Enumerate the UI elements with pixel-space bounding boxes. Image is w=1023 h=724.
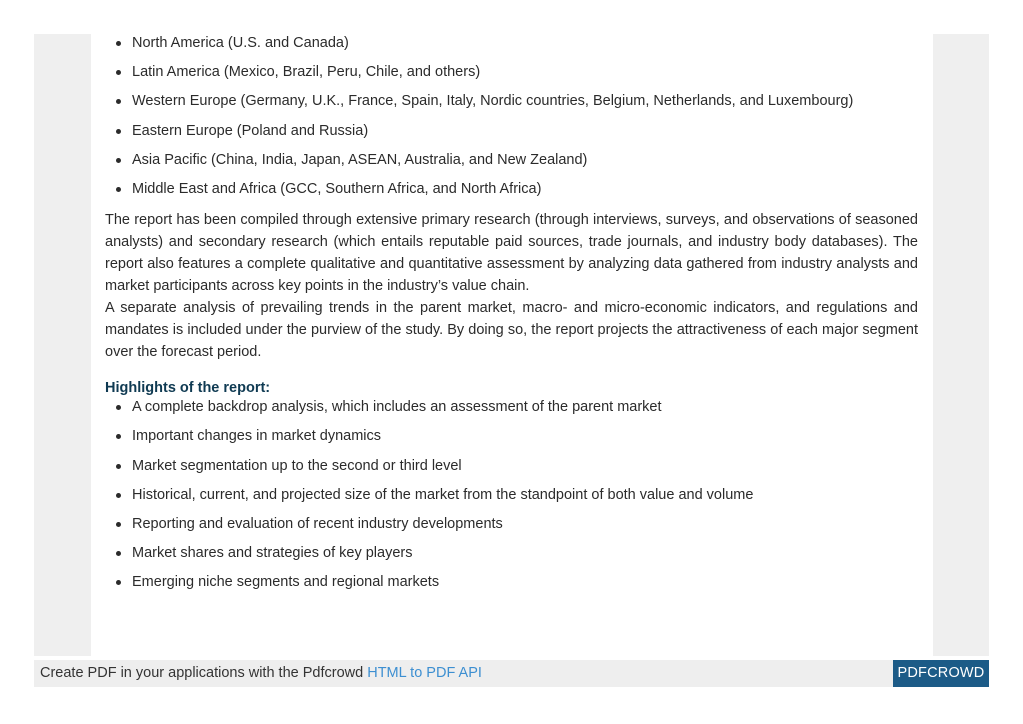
highlight-item: Important changes in market dynamics (105, 427, 918, 446)
region-item: Western Europe (Germany, U.K., France, Spain, Italy, Nordic countries, Belgium, Netherlands, and Luxembourg) (105, 92, 918, 111)
highlight-item: A complete backdrop analysis, which includes an assessment of the parent market (105, 398, 918, 417)
highlight-item: Historical, current, and projected size of the market from the standpoint of both value and volume (105, 486, 918, 505)
research-methodology-paragraph: The report has been compiled through extensive primary research (through interviews, surveys, and observations of seasoned analysts) and secondary research (which entails reputable paid sources, trade journals, and industry body databases). The report also features a complete qualitative and quantitative assessment by analyzing data gathered from industry analysts and market participants across key points in the industry’s value chain. (105, 212, 918, 295)
region-item: Asia Pacific (China, India, Japan, ASEAN, Australia, and New Zealand) (105, 151, 918, 170)
highlight-item: Reporting and evaluation of recent industry developments (105, 515, 918, 534)
document-page (91, 34, 933, 656)
highlights-list (105, 398, 918, 592)
highlight-item: Market shares and strategies of key players (105, 544, 918, 563)
html-to-pdf-api-link[interactable]: HTML to PDF API (367, 665, 482, 681)
highlights-heading: Highlights of the report: (105, 380, 271, 397)
trend-analysis-paragraph: A separate analysis of prevailing trends in the parent market, macro- and micro-economic indicators, and regulations and mandates is included under the purview of the study. By doing so, the report projects the attractiveness of each major segment over the forecast period. (105, 300, 918, 361)
footer-text (40, 660, 482, 687)
region-item: Middle East and Africa (GCC, Southern Africa, and North Africa) (105, 180, 918, 199)
pdf-footer-bar (34, 660, 989, 687)
region-item: North America (U.S. and Canada) (105, 34, 918, 53)
document-body (105, 34, 918, 602)
highlight-item: Emerging niche segments and regional markets (105, 573, 918, 592)
region-item: Eastern Europe (Poland and Russia) (105, 122, 918, 141)
region-list (105, 34, 918, 199)
pdfcrowd-brand-button[interactable]: PDFCROWD (893, 660, 989, 687)
highlight-item: Market segmentation up to the second or third level (105, 457, 918, 476)
footer-caption: Create PDF in your applications with the Pdfcrowd (40, 665, 368, 681)
region-item: Latin America (Mexico, Brazil, Peru, Chile, and others) (105, 63, 918, 82)
